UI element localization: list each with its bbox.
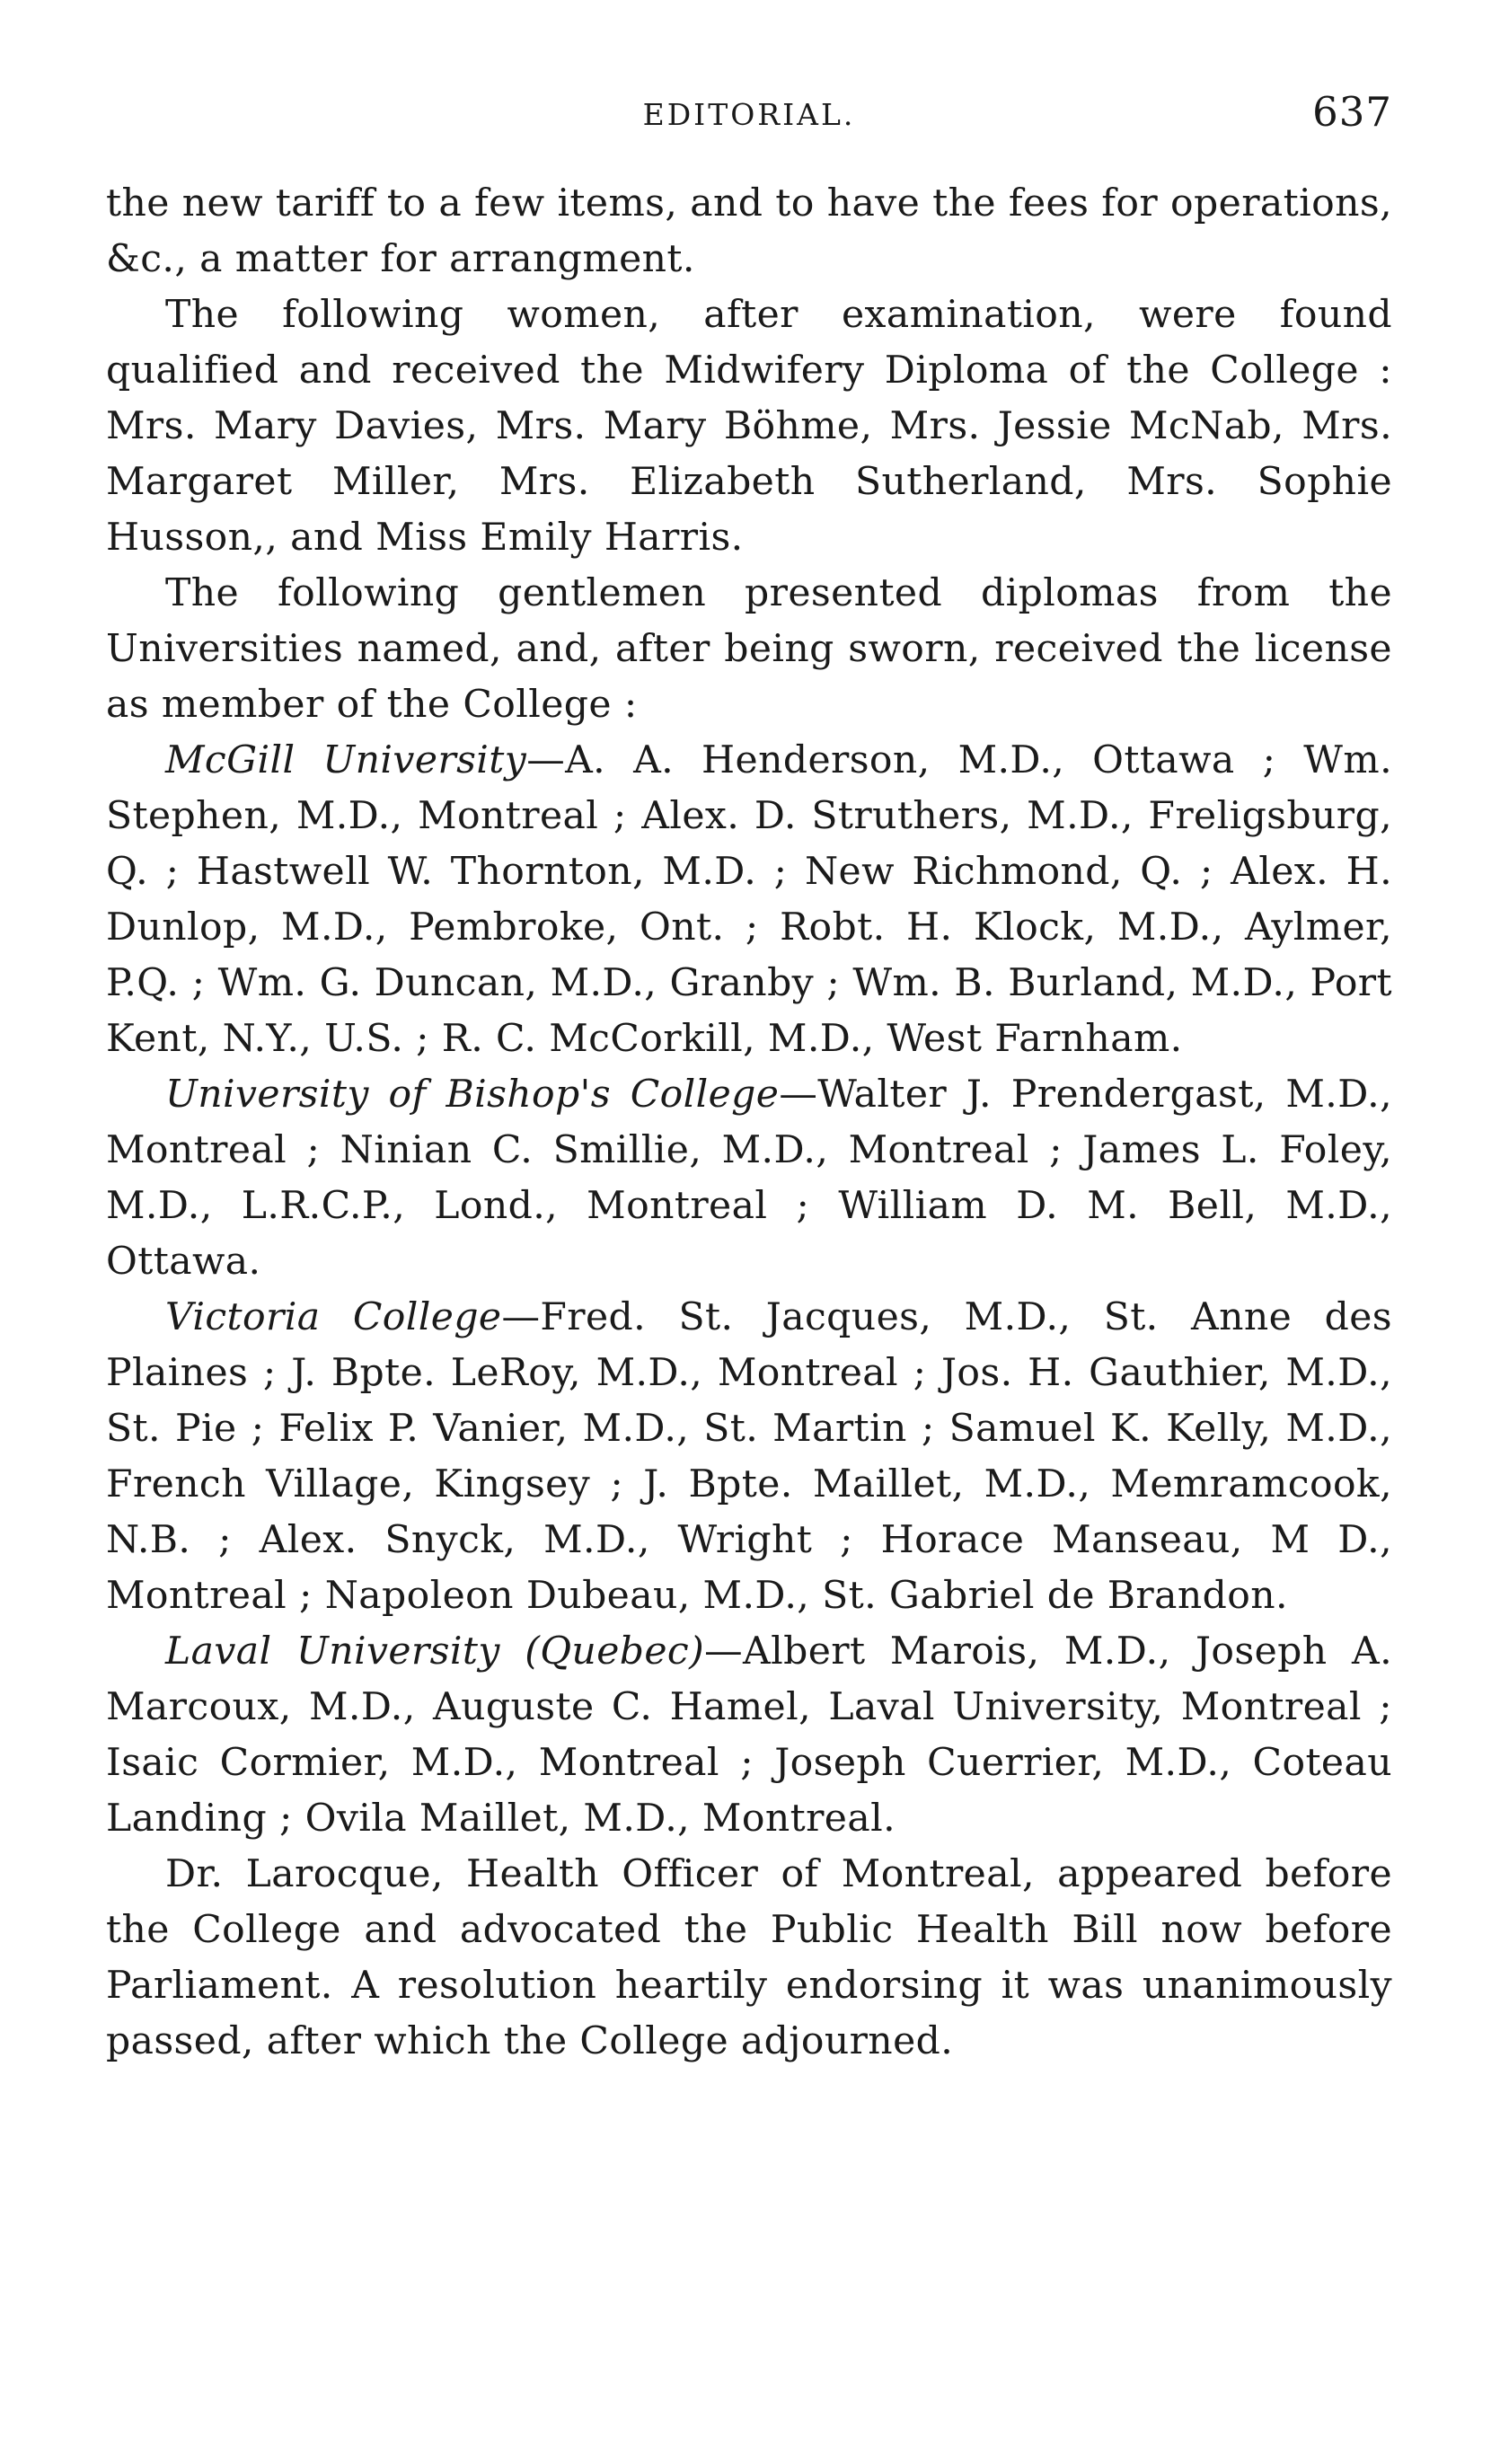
paragraph-tariff: the new tariff to a few items, and to have the fees for operations, &c., a matter for arrangment. — [106, 181, 1392, 281]
university-name-victoria: Victoria College — [165, 1295, 502, 1339]
paragraph-bishops — [106, 1067, 1392, 1290]
graduates-victoria: —Fred. St. Jacques, M.D., St. Anne des Plaines ; J. Bpte. LeRoy, M.D., Montreal ; Jos. H. Gauthier, M.D., St. Pie ; Felix P. Vanier, M.D., St. Martin ; Samuel K. Kelly, M.D., French Village, Kingsey ; J. Bpte. Maillet, M.D., Memramcook, N.B. ; Alex. Snyck, M.D., Wright ; Horace Manseau, M D., Montreal ; Napoleon Dubeau, M.D., St. Gabriel de Brandon. — [106, 1295, 1392, 1618]
university-name-bishops: University of Bishop's College — [165, 1073, 780, 1117]
body-text — [106, 176, 1392, 2070]
paragraph-victoria — [106, 1290, 1392, 1624]
paragraph-laval — [106, 1624, 1392, 1847]
running-title: EDITORIAL. — [642, 97, 856, 132]
running-head — [106, 88, 1392, 142]
graduates-laval: —Albert Marois, M.D., Joseph A. Marcoux, M.D., Auguste C. Hamel, Laval University, Montreal ; Isaic Cormier, M.D., Montreal ; Joseph Cuerrier, M.D., Coteau Landing ; Ovila Maillet, M.D., Montreal. — [106, 1629, 1392, 1841]
paragraph-public-health: Dr. Larocque, Health Officer of Montreal, appeared before the College and advocated the Public Health Bill now before Parliament. A resolution heartily endorsing it was unanimously passed, after which the College adjourned. — [106, 1852, 1392, 2063]
paragraph-mcgill — [106, 733, 1392, 1067]
university-name-laval: Laval University (Quebec) — [165, 1629, 705, 1674]
university-name-mcgill: McGill University — [165, 738, 527, 782]
paragraph-gentlemen: The following gentlemen presented diplomas from the Universities named, and, after being sworn, received the license as member of the College : — [106, 571, 1392, 727]
page-number: 637 — [1312, 88, 1392, 136]
graduates-bishops: —Walter J. Prendergast, M.D., Montreal ; Ninian C. Smillie, M.D., Montreal ; James L. Foley, M.D., L.R.C.P., Lond., Montreal ; William D. M. Bell, M.D., Ottawa. — [106, 1073, 1392, 1284]
graduates-mcgill: —A. A. Henderson, M.D., Ottawa ; Wm. Stephen, M.D., Montreal ; Alex. D. Struthers, M.D., Freligsburg, Q. ; Hastwell W. Thornton, M.D. ; New Richmond, Q. ; Alex. H. Dunlop, M.D., Pembroke, Ont. ; Robt. H. Klock, M.D., Aylmer, P.Q. ; Wm. G. Duncan, M.D., Granby ; Wm. B. Burland, M.D., Port Kent, N.Y., U.S. ; R. C. McCorkill, M.D., West Farnham. — [106, 738, 1392, 1061]
paragraph-midwifery: The following women, after examination, were found qualified and received the Midwifery Diploma of the College : Mrs. Mary Davies, Mrs. Mary Böhme, Mrs. Jessie McNab, Mrs. Margaret Miller, Mrs. Elizabeth Sutherland, Mrs. Sophie Husson,, and Miss Emily Harris. — [106, 293, 1392, 560]
